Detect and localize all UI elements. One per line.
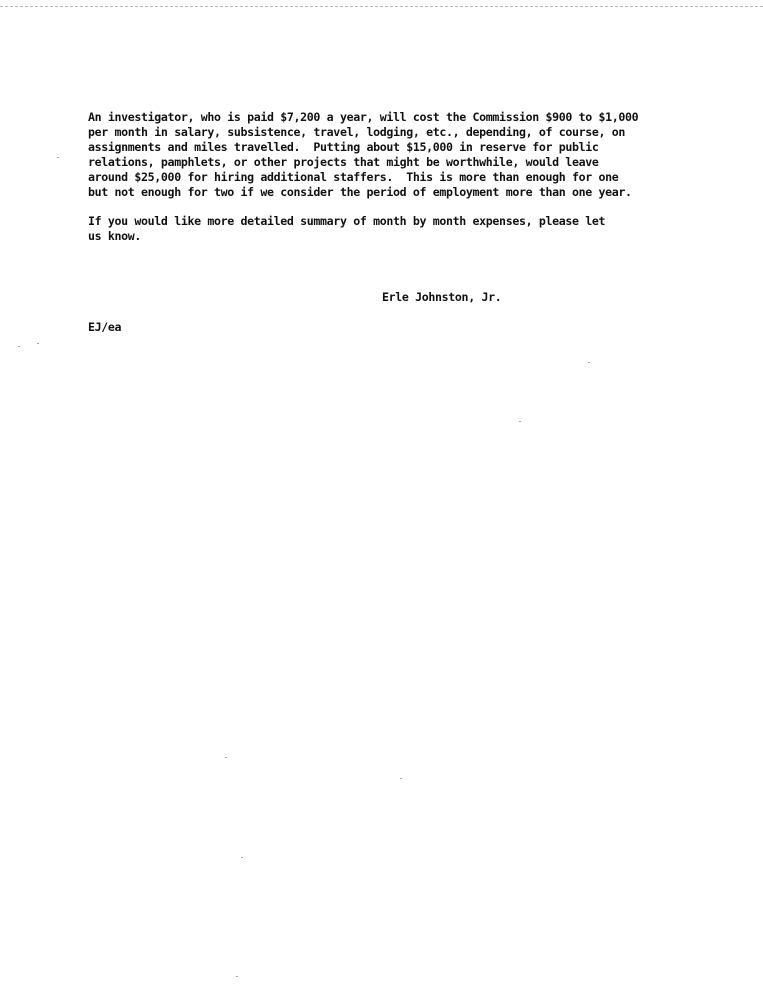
text-line: but not enough for two if we consider the period of employment more than one year. xyxy=(88,185,632,199)
scan-speck xyxy=(588,362,590,363)
scan-speck xyxy=(37,343,39,344)
scan-speck xyxy=(519,421,521,422)
scan-speck xyxy=(236,976,238,977)
text-line: relations, pamphlets, or other projects that might be worthwhile, would leave xyxy=(88,155,599,169)
scan-speck xyxy=(241,857,243,858)
scan-speck xyxy=(400,778,402,779)
text-line: around $25,000 for hiring additional staffers. This is more than enough for one xyxy=(88,170,619,184)
text-line: An investigator, who is paid $7,200 a year, will cost the Commission $900 to $1,000 xyxy=(88,110,639,124)
page-top-edge xyxy=(0,0,763,7)
scan-speck xyxy=(225,757,227,758)
text-line: If you would like more detailed summary of month by month expenses, please let xyxy=(88,214,606,228)
text-line: assignments and miles travelled. Putting about $15,000 in reserve for public xyxy=(88,140,599,154)
signature-name: Erle Johnston, Jr. xyxy=(382,290,502,304)
body-paragraph-2 xyxy=(88,214,605,244)
text-line: per month in salary, subsistence, travel, lodging, etc., depending, of course, on xyxy=(88,125,626,139)
typist-initials: EJ/ea xyxy=(88,320,122,334)
scan-speck xyxy=(18,346,20,347)
body-paragraph-1 xyxy=(88,110,638,200)
text-line: us know. xyxy=(88,229,142,243)
scan-speck xyxy=(57,157,59,158)
